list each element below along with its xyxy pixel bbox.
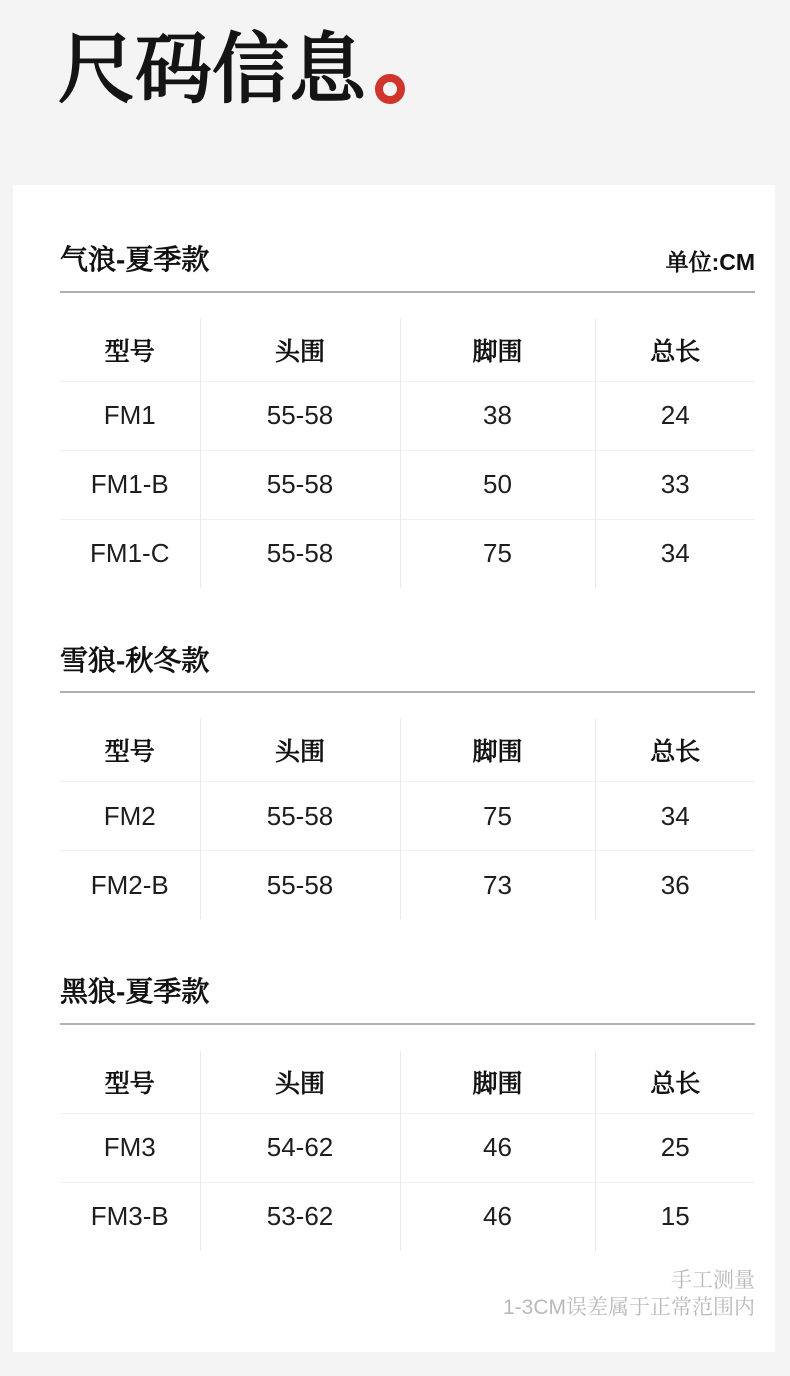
cell-length: 15 [660, 1201, 690, 1232]
cell-foot: 75 [400, 782, 595, 851]
cell-model: FM1-C [60, 519, 200, 588]
cell-head: 55-58 [200, 851, 400, 920]
col-header-head-circumference: 头围 [200, 719, 400, 782]
section-heilang-summer [60, 975, 755, 1251]
cell-head: 54-62 [200, 1113, 400, 1182]
size-table [60, 719, 755, 919]
cell-foot: 38 [400, 381, 595, 450]
col-header-total-length: 总长 [595, 1051, 755, 1114]
table-row [60, 782, 755, 851]
table-header-row [60, 319, 755, 382]
cell-head: 55-58 [200, 450, 400, 519]
col-header-total-length: 总长 [595, 319, 755, 382]
section-title: 雪狼-秋冬款 [60, 644, 210, 676]
unit-label: 单位:CM [665, 249, 755, 275]
col-header-model: 型号 [60, 1051, 200, 1114]
table-header-row [60, 1051, 755, 1114]
col-header-foot-circumference: 脚围 [400, 319, 595, 382]
cell-foot: 75 [400, 519, 595, 588]
table-row [60, 1113, 755, 1182]
col-header-foot-circumference: 脚围 [400, 1051, 595, 1114]
table-row [60, 851, 755, 920]
page-title [58, 24, 405, 116]
page-title-text: 尺码信息 [58, 27, 366, 113]
cell-length: 25 [595, 1113, 755, 1182]
cell-model: FM3-B [60, 1182, 200, 1251]
cell-head: 55-58 [200, 519, 400, 588]
section-qilang-summer [60, 243, 755, 588]
section-title: 黑狼-夏季款 [60, 976, 210, 1008]
table-row [60, 1182, 755, 1251]
cell-length: 24 [595, 381, 755, 450]
section-title: 气浪-夏季款 [60, 244, 210, 275]
col-header-model: 型号 [60, 319, 200, 382]
measurement-note-line2: 1-3CM误差属于正常范围内 [502, 1295, 755, 1319]
cell-model: FM1 [60, 381, 200, 450]
size-table [60, 1051, 755, 1251]
cell-length: 33 [595, 450, 755, 519]
cell-model: FM2-B [60, 851, 200, 920]
cell-head: 55-58 [200, 782, 400, 851]
cell-length: 36 [660, 869, 690, 900]
size-table [60, 319, 755, 588]
col-header-model: 型号 [60, 719, 200, 782]
measurement-note [60, 1267, 755, 1321]
cell-foot: 50 [400, 450, 595, 519]
cell-length: 34 [660, 538, 690, 569]
table-row [60, 519, 755, 588]
section-header [60, 243, 755, 293]
table-header-row [60, 719, 755, 782]
col-header-head-circumference: 头围 [200, 1051, 400, 1114]
size-info-card [13, 185, 775, 1352]
red-ring-icon [375, 74, 405, 104]
col-header-total-length: 总长 [595, 719, 755, 782]
cell-model: FM3 [60, 1113, 200, 1182]
cell-foot: 46 [400, 1182, 595, 1251]
cell-model: FM1-B [60, 450, 200, 519]
cell-model: FM2 [60, 782, 200, 851]
section-header [60, 975, 755, 1025]
section-header [60, 644, 755, 694]
cell-foot: 73 [400, 851, 595, 920]
table-row [60, 450, 755, 519]
cell-head: 53-62 [200, 1182, 400, 1251]
cell-head: 55-58 [200, 381, 400, 450]
cell-length: 34 [595, 782, 755, 851]
col-header-foot-circumference: 脚围 [400, 719, 595, 782]
section-xuelang-autumn-winter [60, 644, 755, 920]
measurement-note-line1: 手工测量 [671, 1268, 755, 1292]
cell-foot: 46 [400, 1113, 595, 1182]
table-row [60, 381, 755, 450]
col-header-head-circumference: 头围 [200, 319, 400, 382]
